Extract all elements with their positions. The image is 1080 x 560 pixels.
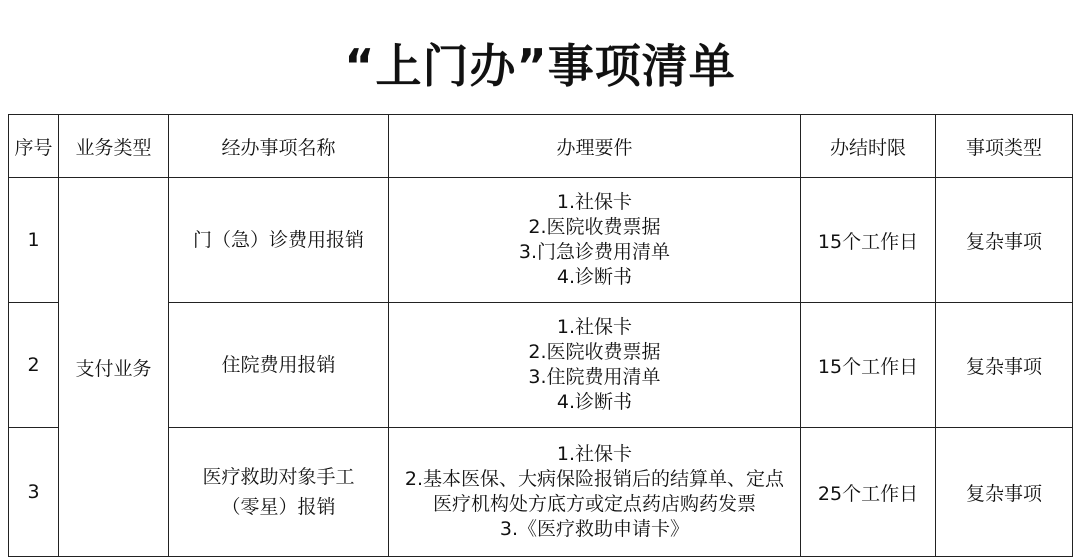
header-requirements: 办理要件 bbox=[389, 115, 801, 178]
item-name-line: 医疗救助对象手工 bbox=[202, 466, 355, 488]
requirement-line: 2.基本医保、大病保险报销后的结算单、定点 bbox=[404, 468, 785, 490]
item-type-cell: 复杂事项 bbox=[936, 428, 1073, 557]
requirements-cell bbox=[389, 303, 801, 428]
item-name bbox=[169, 303, 389, 428]
header-business-type: 业务类型 bbox=[59, 115, 169, 178]
requirement-line: 3.门急诊费用清单 bbox=[518, 241, 671, 263]
requirements-cell bbox=[389, 178, 801, 303]
item-type-cell: 复杂事项 bbox=[936, 303, 1073, 428]
item-type-cell: 复杂事项 bbox=[936, 178, 1073, 303]
deadline-cell: 15个工作日 bbox=[801, 178, 936, 303]
items-table bbox=[8, 114, 1073, 557]
page-title: “上门办”事项清单 bbox=[344, 39, 736, 93]
table-row bbox=[9, 428, 1073, 557]
requirement-line: 1.社保卡 bbox=[556, 191, 633, 213]
item-name-line: 门（急）诊费用报销 bbox=[192, 229, 364, 251]
header-row bbox=[9, 115, 1073, 178]
item-name bbox=[169, 178, 389, 303]
requirement-line: 4.诊断书 bbox=[556, 266, 633, 288]
item-name-line: 住院费用报销 bbox=[221, 354, 336, 376]
requirement-line: 医疗机构处方底方或定点药店购药发票 bbox=[432, 493, 756, 515]
row-no: 1 bbox=[9, 178, 59, 303]
item-name bbox=[169, 428, 389, 557]
requirement-line: 3.《医疗救助申请卡》 bbox=[499, 518, 690, 540]
requirement-line: 2.医院收费票据 bbox=[528, 341, 661, 363]
header-item-type: 事项类型 bbox=[936, 115, 1073, 178]
row-no: 3 bbox=[9, 428, 59, 557]
item-name-line: （零星）报销 bbox=[221, 496, 336, 518]
table-row bbox=[9, 178, 1073, 303]
table-row bbox=[9, 303, 1073, 428]
business-type-cell: 支付业务 bbox=[59, 178, 169, 557]
deadline-cell: 25个工作日 bbox=[801, 428, 936, 557]
header-no: 序号 bbox=[9, 115, 59, 178]
requirements-cell bbox=[389, 428, 801, 557]
requirement-line: 1.社保卡 bbox=[556, 316, 633, 338]
requirement-line: 4.诊断书 bbox=[556, 391, 633, 413]
requirement-line: 2.医院收费票据 bbox=[528, 216, 661, 238]
header-deadline: 办结时限 bbox=[801, 115, 936, 178]
requirement-line: 3.住院费用清单 bbox=[528, 366, 661, 388]
requirement-line: 1.社保卡 bbox=[556, 443, 633, 465]
deadline-cell: 15个工作日 bbox=[801, 303, 936, 428]
header-item-name: 经办事项名称 bbox=[169, 115, 389, 178]
row-no: 2 bbox=[9, 303, 59, 428]
